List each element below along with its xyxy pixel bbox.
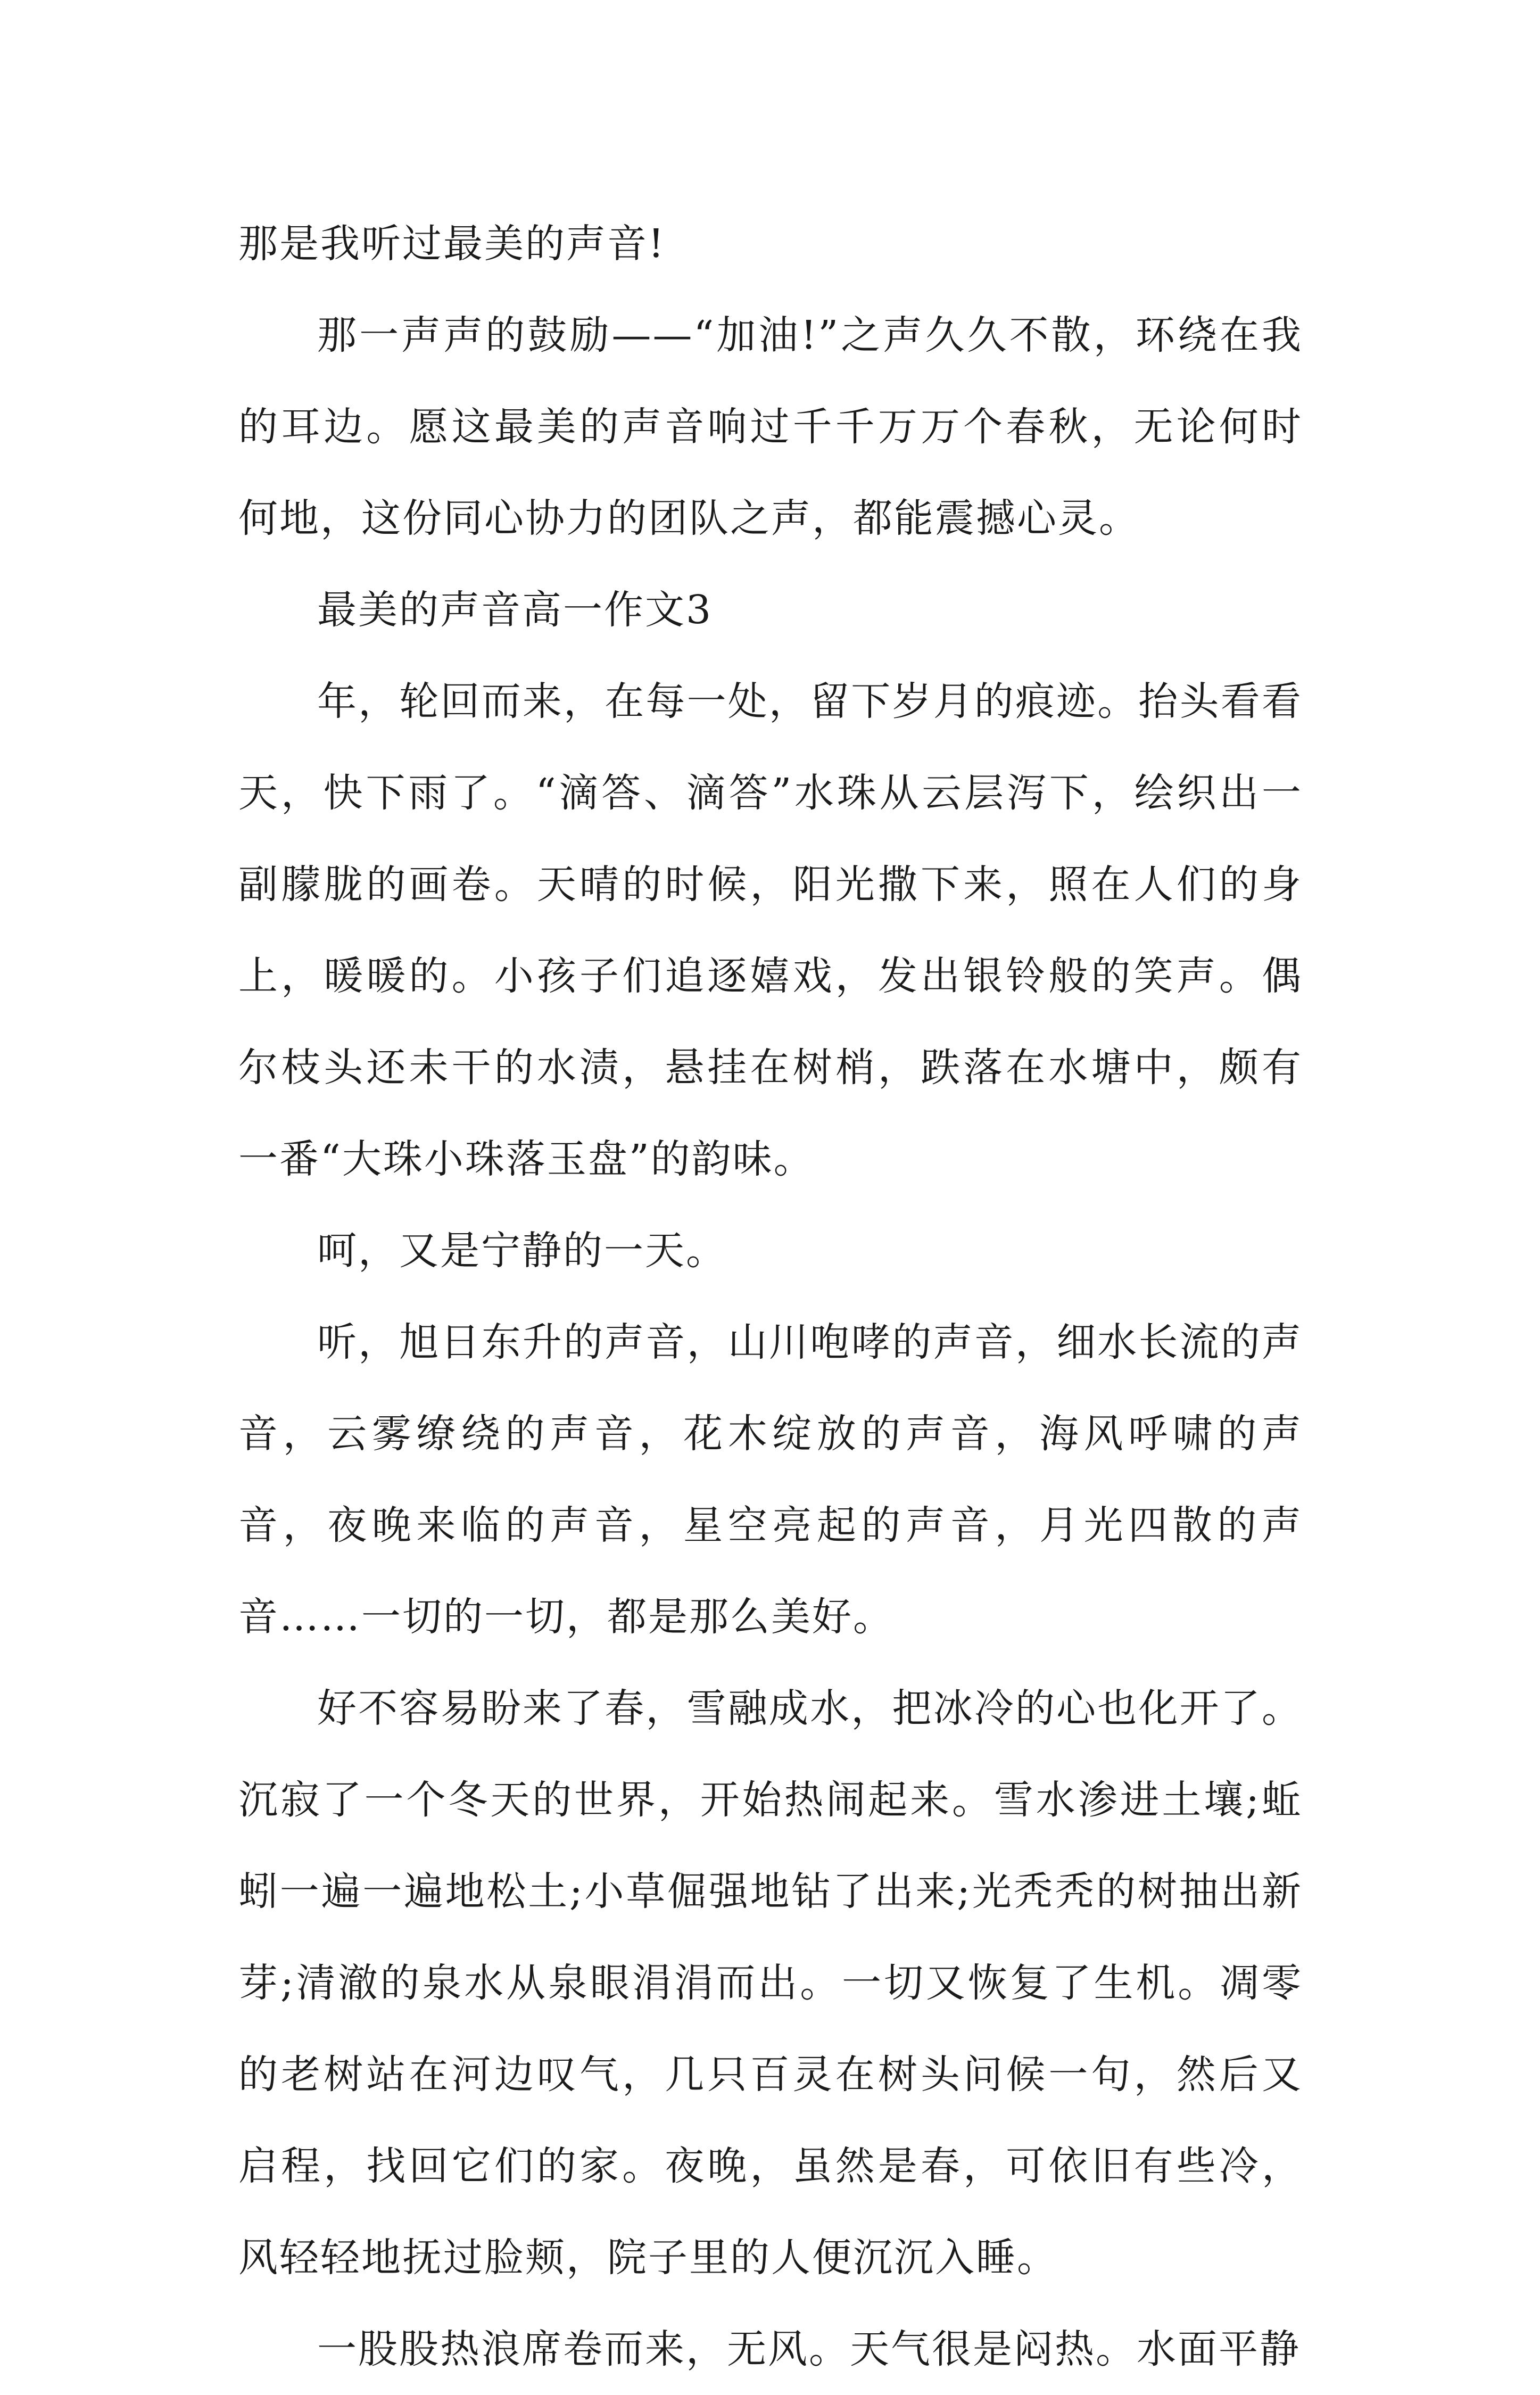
paragraph: 那一声声的鼓励——“加油!”之声久久不散，环绕在我的耳边。愿这最美的声音响过千千万万个春秋，无论何时何地，这份同心协力的团队之声，都能震撼心灵。: [238, 312, 1303, 541]
section-title: 最美的声音高一作文3: [317, 587, 713, 633]
paragraph: 听，旭日东升的声音，山川咆哮的声音，细水长流的声音，云雾缭绕的声音，花木绽放的声音，海风呼啸的声音，夜晚来临的声音，星空亮起的声音，月光四散的声音……一切的一切，都是那么美好。: [238, 1319, 1303, 1640]
paragraph-continuation: 那是我听过最美的声音!: [238, 221, 666, 267]
paragraph: 一股股热浪席卷而来，无风。天气很是闷热。水面平静: [317, 2326, 1301, 2372]
paragraph: 呵，又是宁静的一天。: [317, 1228, 727, 1274]
document-body: [238, 198, 1303, 2395]
paragraph: 好不容易盼来了春，雪融成水，把冰冷的心也化开了。沉寂了一个冬天的世界，开始热闹起来。雪水渗进土壤;蚯蚓一遍一遍地松土;小草倔强地钻了出来;光秃秃的树抽出新芽;清澈的泉水从泉眼涓涓而出。一切又恢复了生机。凋零的老树站在河边叹气，几只百灵在树头问候一句，然后又启程，找回它们的家。夜晚，虽然是春，可依旧有些冷，风轻轻地抚过脸颊，院子里的人便沉沉入睡。: [238, 1686, 1303, 2281]
paragraph: 年，轮回而来，在每一处，留下岁月的痕迹。抬头看看天，快下雨了。“滴答、滴答”水珠从云层泻下，绘织出一副朦胧的画卷。天晴的时候，阳光撒下来，照在人们的身上，暖暖的。小孩子们追逐嬉戏，发出银铃般的笑声。偶尔枝头还未干的水渍，悬挂在树梢，跌落在水塘中，颇有一番“大珠小珠落玉盘”的韵味。: [238, 679, 1303, 1182]
